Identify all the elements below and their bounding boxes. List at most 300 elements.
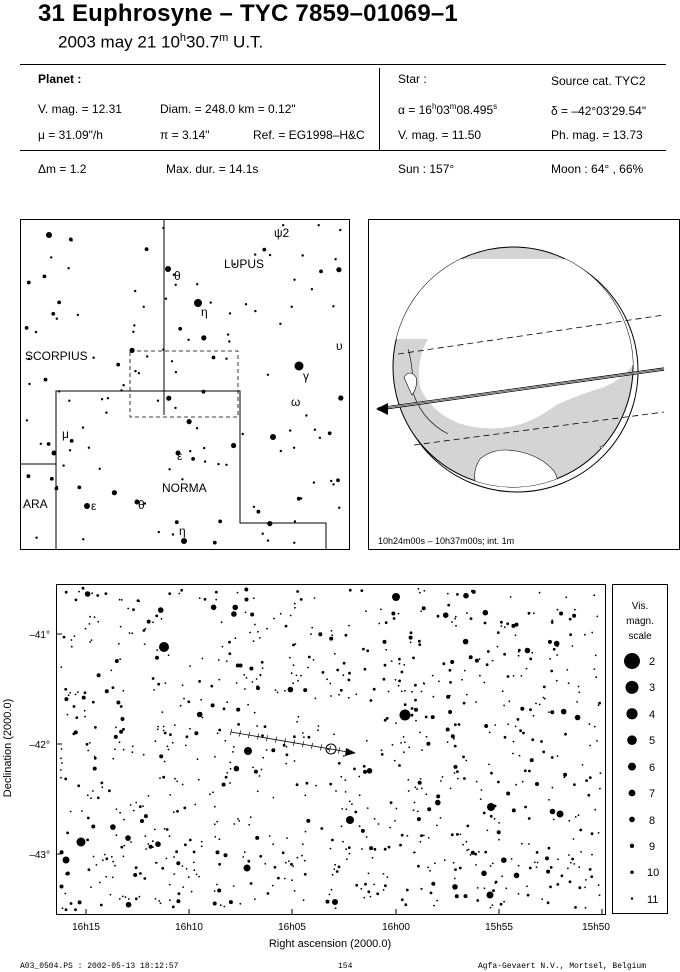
star: [130, 804, 132, 806]
star: [342, 674, 344, 676]
star: [348, 697, 350, 699]
star: [461, 679, 463, 681]
star: [449, 681, 452, 684]
star: [466, 841, 468, 843]
star: [249, 632, 251, 634]
star: [596, 616, 598, 618]
star: [231, 611, 237, 617]
star: [570, 862, 572, 864]
star: [575, 715, 581, 721]
star: [539, 592, 541, 594]
star: [449, 669, 452, 672]
star: [304, 794, 306, 796]
star: [524, 806, 527, 809]
star: [93, 767, 97, 771]
star: [305, 831, 307, 833]
star: [492, 889, 495, 892]
star-chart-frame: [57, 585, 606, 915]
star: [232, 605, 238, 611]
star: [489, 732, 491, 734]
star: [451, 734, 455, 738]
star: [62, 464, 64, 466]
star: [425, 716, 428, 719]
star: [189, 665, 191, 667]
star-label: θ: [138, 498, 145, 512]
star: [418, 640, 421, 643]
star: [398, 680, 401, 683]
star: [464, 894, 468, 898]
star: [245, 612, 247, 614]
star: [26, 419, 28, 421]
star: [418, 781, 422, 785]
star: [471, 851, 475, 855]
star-right-ascension: [398, 102, 497, 117]
star: [365, 610, 367, 612]
star: [89, 616, 91, 618]
star: [260, 674, 262, 676]
star: [333, 733, 335, 735]
constellation-label: SCORPIUS: [25, 349, 88, 363]
star: [216, 821, 218, 823]
star: [279, 323, 281, 325]
star: [345, 848, 347, 850]
star: [214, 806, 216, 808]
star: [294, 603, 296, 605]
star: [27, 281, 31, 285]
star: [338, 395, 343, 400]
star: [246, 677, 248, 679]
star: [155, 615, 158, 618]
star: [291, 672, 293, 674]
star: [96, 594, 99, 597]
star: [218, 679, 220, 681]
star: [599, 788, 601, 790]
star: [286, 837, 288, 839]
star: [319, 270, 323, 274]
star: [572, 614, 576, 618]
ra-s-unit: s: [493, 102, 498, 111]
star: [293, 664, 295, 666]
star: [116, 363, 120, 367]
star: [291, 306, 293, 308]
star: [105, 592, 108, 595]
star: [392, 744, 394, 746]
star: [252, 767, 254, 769]
star: [474, 853, 477, 856]
star: [484, 887, 486, 889]
planet-heading: Planet :: [38, 72, 82, 86]
star: [463, 777, 466, 780]
star: [302, 732, 304, 734]
star: [89, 641, 91, 643]
star: [514, 873, 520, 879]
star: [291, 879, 293, 881]
star: [175, 850, 178, 853]
star: [334, 653, 336, 655]
star: [229, 312, 231, 314]
star: [70, 902, 73, 905]
star: [169, 835, 171, 837]
star-chart: [0, 584, 610, 962]
star: [116, 701, 120, 705]
star: [438, 681, 440, 683]
star: [440, 817, 442, 819]
event-datetime: [58, 32, 263, 53]
star: [67, 267, 69, 269]
star: [331, 634, 333, 636]
star: [454, 772, 456, 774]
star: [303, 899, 305, 901]
star: [225, 358, 227, 360]
star: [285, 763, 287, 765]
star: [419, 732, 421, 734]
star: [216, 850, 220, 854]
star: [572, 645, 574, 647]
hour-unit: h: [179, 32, 187, 44]
star: [296, 783, 299, 786]
star: [360, 589, 363, 592]
star: [543, 697, 545, 699]
star: [503, 901, 505, 903]
star: [262, 757, 264, 759]
star: [306, 782, 309, 785]
star: [257, 790, 259, 792]
star: [214, 823, 216, 825]
star-label: μ: [62, 427, 69, 441]
star: [304, 873, 307, 876]
star: [212, 356, 216, 360]
star: [554, 641, 560, 647]
star: [528, 612, 531, 615]
star: [172, 533, 174, 535]
star: [535, 782, 539, 786]
star: [363, 770, 367, 774]
star: [456, 770, 459, 773]
star: [238, 820, 240, 822]
constellation-label: LUPUS: [224, 257, 265, 271]
star: [585, 879, 587, 881]
star: [487, 650, 490, 653]
star: [373, 688, 376, 691]
star: [64, 688, 67, 691]
star: [253, 506, 255, 508]
star-phmag: Ph. mag. = 13.73: [551, 128, 643, 142]
star: [465, 760, 467, 762]
star: [88, 447, 90, 449]
star: [107, 397, 109, 399]
star: [364, 668, 367, 671]
star-declination: δ = –42°03'29.54": [551, 104, 647, 118]
star: [571, 858, 574, 861]
star: [451, 833, 454, 836]
star: [550, 710, 554, 714]
star: [541, 898, 543, 900]
star: [520, 707, 524, 711]
star: [247, 860, 250, 863]
star: [328, 431, 332, 435]
star: [495, 882, 497, 884]
star: [28, 383, 30, 385]
star: [156, 649, 158, 651]
star: [340, 776, 342, 778]
star: [348, 846, 351, 849]
star: [211, 703, 215, 707]
star: [69, 692, 71, 694]
star: [152, 846, 154, 848]
star: [186, 735, 189, 738]
star: [294, 520, 296, 522]
star: [595, 676, 597, 678]
bright-star: [346, 816, 354, 824]
star: [82, 538, 84, 540]
star: [568, 820, 570, 822]
star: [310, 633, 312, 635]
bright-star: [165, 266, 171, 272]
star: [366, 740, 368, 742]
star: [131, 632, 133, 634]
star: [363, 765, 366, 768]
star: [446, 695, 450, 699]
star: [229, 762, 231, 764]
star: [129, 632, 131, 634]
star: [202, 390, 206, 394]
star: [494, 818, 496, 820]
star: [547, 901, 550, 904]
star: [91, 639, 93, 641]
legend-mag-label: 8: [649, 815, 656, 827]
star: [158, 531, 160, 533]
star: [189, 839, 192, 842]
event-minutes: 30.7: [186, 32, 220, 52]
star: [557, 858, 559, 860]
star: [92, 790, 94, 792]
star: [64, 893, 66, 895]
star: [102, 859, 104, 861]
star: [143, 629, 146, 632]
bright-star: [392, 593, 400, 601]
star: [75, 716, 78, 719]
bright-star: [159, 642, 169, 652]
star: [521, 843, 523, 845]
star: [412, 657, 415, 660]
legend-mag-label: 2: [649, 656, 656, 668]
star: [173, 856, 175, 858]
star: [349, 853, 351, 855]
star: [216, 884, 218, 886]
star: [456, 593, 459, 596]
star: [401, 834, 404, 837]
star: [507, 723, 509, 725]
star: [154, 829, 156, 831]
star: [123, 749, 125, 751]
star: [561, 874, 564, 877]
star: [448, 710, 452, 714]
bright-star: [181, 538, 187, 544]
star: [418, 643, 421, 646]
star: [393, 617, 396, 620]
star: [56, 318, 58, 320]
star: [168, 468, 170, 470]
star: [314, 429, 316, 431]
star: [123, 845, 125, 847]
constellation-label: ARA: [23, 497, 48, 511]
star: [134, 370, 136, 372]
star: [125, 896, 127, 898]
star: [142, 805, 144, 807]
star: [81, 810, 83, 812]
star: [65, 591, 68, 594]
star: [144, 814, 148, 818]
star: [594, 809, 596, 811]
star: [348, 625, 350, 627]
star: [584, 887, 586, 889]
star: [591, 854, 593, 856]
star: [235, 637, 237, 639]
star: [272, 885, 274, 887]
star: [536, 866, 538, 868]
star: [416, 788, 418, 790]
star: [111, 856, 113, 858]
star: [77, 691, 79, 693]
star: [361, 829, 365, 833]
star: [155, 841, 161, 847]
star: [92, 357, 94, 359]
star: [563, 773, 567, 777]
star: [409, 636, 413, 640]
star: [348, 679, 351, 682]
star: [294, 607, 296, 609]
star: [189, 728, 191, 730]
star: [202, 658, 204, 660]
star: [330, 848, 332, 850]
star: [548, 847, 551, 850]
star: [492, 863, 494, 865]
star: [362, 648, 365, 651]
star: [244, 851, 246, 853]
star: [305, 414, 307, 416]
star: [131, 751, 133, 753]
header-top-rule: [20, 64, 666, 65]
star: [565, 596, 567, 598]
star: [591, 632, 593, 634]
star: [135, 897, 138, 900]
max-duration: Max. dur. = 14.1s: [166, 162, 259, 176]
star: [423, 835, 425, 837]
star: [157, 400, 159, 402]
star: [225, 464, 227, 466]
star: [290, 863, 293, 866]
star: [178, 892, 181, 895]
star: [292, 682, 294, 684]
legend-mag-label: 4: [649, 709, 656, 721]
star: [214, 890, 216, 892]
star: [165, 298, 167, 300]
finder-chart: [20, 219, 350, 550]
star: [394, 820, 396, 822]
x-tick-label: 15h50: [582, 922, 610, 933]
bright-star: [400, 710, 411, 721]
star: [200, 712, 202, 714]
star: [220, 904, 222, 906]
star: [515, 784, 517, 786]
star: [187, 419, 192, 424]
star: [399, 844, 402, 847]
star: [447, 593, 449, 595]
star: [414, 684, 417, 687]
star: [390, 801, 393, 804]
star: [454, 878, 456, 880]
star: [101, 398, 103, 400]
star: [201, 335, 206, 340]
star: [173, 873, 175, 875]
star: [86, 743, 89, 746]
star: [148, 795, 150, 797]
star: [90, 886, 92, 888]
star: [161, 867, 164, 870]
star: [486, 663, 489, 666]
star: [542, 751, 545, 754]
y-tick-label: –42°: [29, 740, 50, 751]
star: [331, 839, 334, 842]
star: [164, 732, 167, 735]
star: [490, 772, 493, 775]
star: [27, 474, 31, 478]
star: [567, 868, 569, 870]
star: [483, 812, 486, 815]
star: [401, 690, 403, 692]
header-divider: [379, 68, 380, 150]
star: [314, 697, 316, 699]
star: [404, 903, 407, 906]
star: [70, 811, 72, 813]
star: [155, 862, 157, 864]
star: [264, 863, 266, 865]
star: [575, 816, 577, 818]
star: [378, 623, 380, 625]
star: [585, 907, 587, 909]
star: [254, 898, 256, 900]
star: [549, 886, 552, 889]
star: [435, 800, 441, 806]
star: [120, 389, 122, 391]
star: [355, 693, 357, 695]
star: [112, 877, 114, 879]
star: [50, 256, 52, 258]
star: [224, 853, 228, 857]
star: [528, 770, 531, 773]
star: [408, 790, 410, 792]
legend-title: magn.: [626, 616, 654, 627]
star: [225, 776, 228, 779]
bright-star: [270, 434, 276, 440]
star: [274, 866, 277, 869]
star: [484, 622, 487, 625]
star: [122, 896, 124, 898]
star: [180, 589, 183, 592]
ra-minutes: 03: [436, 103, 450, 117]
star: [367, 890, 370, 893]
star: [104, 854, 106, 856]
star: [470, 854, 472, 856]
star: [553, 819, 555, 821]
star: [528, 843, 530, 845]
star: [201, 845, 203, 847]
star: [595, 655, 597, 657]
star: [507, 675, 510, 678]
star: [450, 660, 454, 664]
star: [285, 625, 288, 628]
star: [481, 871, 487, 877]
